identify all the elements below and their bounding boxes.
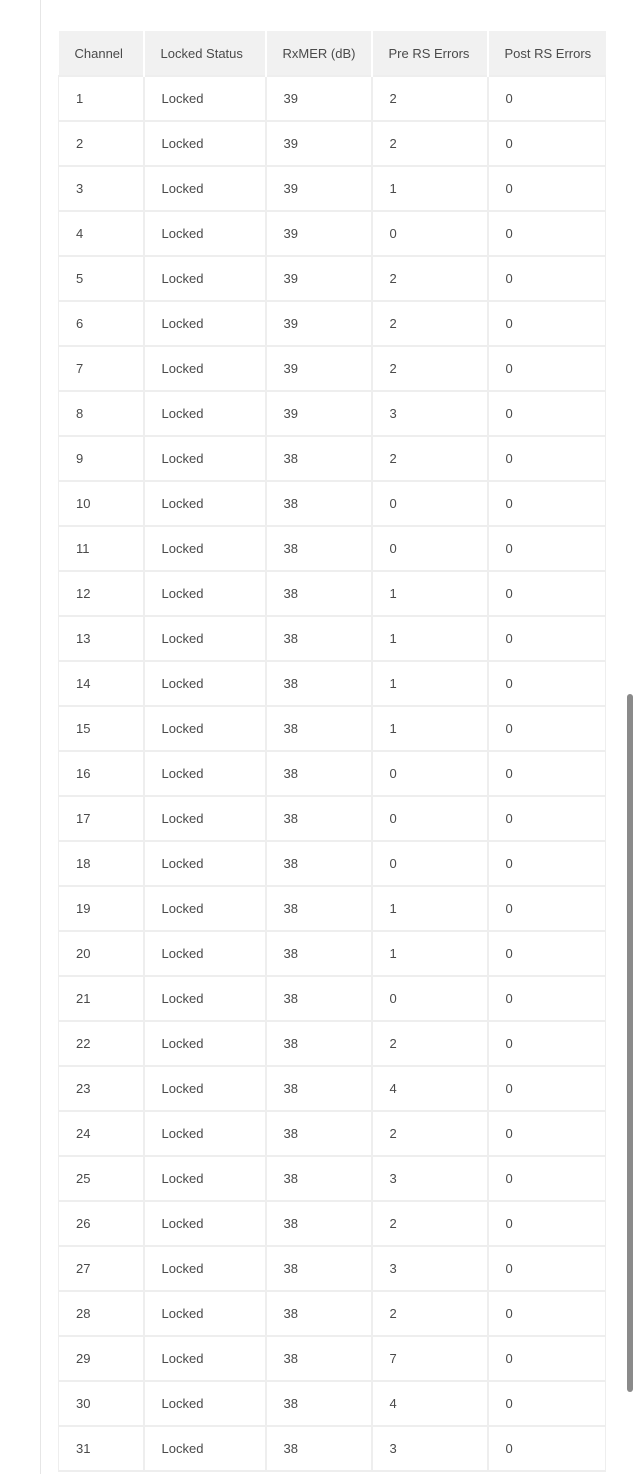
cell-post-rs-errors: 0: [488, 1426, 606, 1471]
cell-pre-rs-errors: 2: [372, 1111, 488, 1156]
cell-locked-status: Locked: [144, 886, 266, 931]
cell-pre-rs-errors: 0: [372, 211, 488, 256]
cell-post-rs-errors: 0: [488, 211, 606, 256]
cell-locked-status: Locked: [144, 1201, 266, 1246]
table-row: [59, 436, 606, 481]
cell-locked-status: Locked: [144, 841, 266, 886]
cell-post-rs-errors: 0: [488, 571, 606, 616]
cell-post-rs-errors: 0: [488, 1336, 606, 1381]
table-row: [59, 1066, 606, 1111]
cell-channel: 24: [59, 1111, 144, 1156]
cell-pre-rs-errors: 3: [372, 1156, 488, 1201]
downstream-channel-table: [58, 31, 606, 1472]
cell-locked-status: Locked: [144, 346, 266, 391]
cell-locked-status: Locked: [144, 751, 266, 796]
cell-pre-rs-errors: 0: [372, 796, 488, 841]
table-row: [59, 931, 606, 976]
table-row: [59, 1111, 606, 1156]
cell-channel: 15: [59, 706, 144, 751]
cell-pre-rs-errors: 0: [372, 751, 488, 796]
cell-locked-status: Locked: [144, 76, 266, 121]
table-row: [59, 1336, 606, 1381]
table-row: [59, 751, 606, 796]
cell-rxmer: 39: [266, 121, 372, 166]
cell-rxmer: 38: [266, 1156, 372, 1201]
table-row: [59, 481, 606, 526]
table-header: [59, 31, 606, 76]
column-header-post-rs-errors: Post RS Errors: [488, 31, 606, 76]
cell-post-rs-errors: 0: [488, 1246, 606, 1291]
cell-rxmer: 39: [266, 211, 372, 256]
table-row: [59, 346, 606, 391]
column-header-locked-status: Locked Status: [144, 31, 266, 76]
cell-channel: 6: [59, 301, 144, 346]
cell-channel: 17: [59, 796, 144, 841]
table-row: [59, 256, 606, 301]
cell-channel: 21: [59, 976, 144, 1021]
cell-pre-rs-errors: 1: [372, 166, 488, 211]
cell-pre-rs-errors: 1: [372, 886, 488, 931]
table-row: [59, 1156, 606, 1201]
cell-locked-status: Locked: [144, 256, 266, 301]
cell-post-rs-errors: 0: [488, 661, 606, 706]
cell-pre-rs-errors: 1: [372, 661, 488, 706]
cell-pre-rs-errors: 4: [372, 1066, 488, 1111]
cell-post-rs-errors: 0: [488, 1156, 606, 1201]
cell-post-rs-errors: 0: [488, 1066, 606, 1111]
table-row: [59, 76, 606, 121]
cell-rxmer: 38: [266, 1201, 372, 1246]
cell-locked-status: Locked: [144, 211, 266, 256]
cell-locked-status: Locked: [144, 616, 266, 661]
cell-pre-rs-errors: 2: [372, 121, 488, 166]
cell-locked-status: Locked: [144, 661, 266, 706]
cell-rxmer: 38: [266, 571, 372, 616]
cell-post-rs-errors: 0: [488, 796, 606, 841]
cell-pre-rs-errors: 1: [372, 571, 488, 616]
cell-locked-status: Locked: [144, 391, 266, 436]
cell-rxmer: 38: [266, 481, 372, 526]
table-row: [59, 706, 606, 751]
cell-pre-rs-errors: 2: [372, 1021, 488, 1066]
cell-pre-rs-errors: 1: [372, 931, 488, 976]
cell-post-rs-errors: 0: [488, 841, 606, 886]
cell-locked-status: Locked: [144, 1291, 266, 1336]
cell-rxmer: 38: [266, 706, 372, 751]
vertical-scrollbar[interactable]: [627, 694, 633, 1392]
cell-pre-rs-errors: 2: [372, 1291, 488, 1336]
cell-channel: 2: [59, 121, 144, 166]
cell-locked-status: Locked: [144, 796, 266, 841]
cell-pre-rs-errors: 2: [372, 301, 488, 346]
cell-channel: 19: [59, 886, 144, 931]
table-row: [59, 1381, 606, 1426]
table-row: [59, 526, 606, 571]
table-row: [59, 1246, 606, 1291]
cell-post-rs-errors: 0: [488, 1291, 606, 1336]
cell-pre-rs-errors: 7: [372, 1336, 488, 1381]
cell-pre-rs-errors: 0: [372, 481, 488, 526]
table-body: [59, 76, 606, 1471]
cell-pre-rs-errors: 2: [372, 256, 488, 301]
cell-channel: 20: [59, 931, 144, 976]
cell-pre-rs-errors: 1: [372, 616, 488, 661]
cell-post-rs-errors: 0: [488, 1381, 606, 1426]
cell-locked-status: Locked: [144, 166, 266, 211]
cell-rxmer: 38: [266, 841, 372, 886]
cell-pre-rs-errors: 0: [372, 976, 488, 1021]
cell-rxmer: 39: [266, 256, 372, 301]
cell-channel: 12: [59, 571, 144, 616]
cell-pre-rs-errors: 2: [372, 346, 488, 391]
cell-channel: 14: [59, 661, 144, 706]
cell-channel: 8: [59, 391, 144, 436]
cell-locked-status: Locked: [144, 481, 266, 526]
table-row: [59, 976, 606, 1021]
cell-locked-status: Locked: [144, 1381, 266, 1426]
cell-rxmer: 38: [266, 616, 372, 661]
cell-rxmer: 38: [266, 1066, 372, 1111]
table-row: [59, 1201, 606, 1246]
cell-channel: 4: [59, 211, 144, 256]
cell-rxmer: 38: [266, 1246, 372, 1291]
cell-rxmer: 38: [266, 661, 372, 706]
cell-post-rs-errors: 0: [488, 346, 606, 391]
cell-channel: 13: [59, 616, 144, 661]
table-row: [59, 1426, 606, 1471]
cell-pre-rs-errors: 3: [372, 1426, 488, 1471]
cell-channel: 30: [59, 1381, 144, 1426]
cell-post-rs-errors: 0: [488, 1021, 606, 1066]
cell-locked-status: Locked: [144, 1426, 266, 1471]
cell-locked-status: Locked: [144, 1111, 266, 1156]
table-row: [59, 166, 606, 211]
cell-locked-status: Locked: [144, 301, 266, 346]
cell-rxmer: 38: [266, 751, 372, 796]
cell-pre-rs-errors: 2: [372, 436, 488, 481]
cell-post-rs-errors: 0: [488, 706, 606, 751]
cell-channel: 31: [59, 1426, 144, 1471]
table-row: [59, 841, 606, 886]
cell-post-rs-errors: 0: [488, 256, 606, 301]
cell-channel: 25: [59, 1156, 144, 1201]
cell-channel: 22: [59, 1021, 144, 1066]
cell-channel: 23: [59, 1066, 144, 1111]
cell-rxmer: 38: [266, 796, 372, 841]
cell-rxmer: 39: [266, 346, 372, 391]
cell-locked-status: Locked: [144, 436, 266, 481]
downstream-channel-table-card: [58, 31, 605, 1472]
table-row: [59, 391, 606, 436]
table-row: [59, 1291, 606, 1336]
cell-channel: 18: [59, 841, 144, 886]
cell-rxmer: 38: [266, 976, 372, 1021]
cell-pre-rs-errors: 3: [372, 391, 488, 436]
cell-locked-status: Locked: [144, 121, 266, 166]
table-row: [59, 301, 606, 346]
cell-rxmer: 38: [266, 1426, 372, 1471]
cell-rxmer: 38: [266, 886, 372, 931]
cell-rxmer: 39: [266, 166, 372, 211]
table-row: [59, 1021, 606, 1066]
cell-rxmer: 38: [266, 1021, 372, 1066]
cell-locked-status: Locked: [144, 1246, 266, 1291]
column-header-channel: Channel: [59, 31, 144, 76]
cell-pre-rs-errors: 0: [372, 526, 488, 571]
cell-post-rs-errors: 0: [488, 436, 606, 481]
cell-locked-status: Locked: [144, 1336, 266, 1381]
cell-rxmer: 39: [266, 391, 372, 436]
content-left-border: [40, 0, 41, 1474]
cell-post-rs-errors: 0: [488, 391, 606, 436]
cell-channel: 9: [59, 436, 144, 481]
cell-rxmer: 39: [266, 301, 372, 346]
cell-channel: 11: [59, 526, 144, 571]
cell-rxmer: 38: [266, 1381, 372, 1426]
cell-post-rs-errors: 0: [488, 526, 606, 571]
cell-post-rs-errors: 0: [488, 301, 606, 346]
cell-post-rs-errors: 0: [488, 166, 606, 211]
cell-rxmer: 38: [266, 931, 372, 976]
cell-pre-rs-errors: 3: [372, 1246, 488, 1291]
table-header-row: [59, 31, 606, 76]
cell-channel: 16: [59, 751, 144, 796]
cell-channel: 3: [59, 166, 144, 211]
table-row: [59, 661, 606, 706]
table-row: [59, 121, 606, 166]
cell-rxmer: 39: [266, 76, 372, 121]
cell-post-rs-errors: 0: [488, 751, 606, 796]
cell-locked-status: Locked: [144, 571, 266, 616]
cell-post-rs-errors: 0: [488, 931, 606, 976]
cell-channel: 28: [59, 1291, 144, 1336]
cell-channel: 1: [59, 76, 144, 121]
cell-rxmer: 38: [266, 1291, 372, 1336]
cell-locked-status: Locked: [144, 1156, 266, 1201]
column-header-rxmer: RxMER (dB): [266, 31, 372, 76]
cell-post-rs-errors: 0: [488, 1201, 606, 1246]
table-row: [59, 886, 606, 931]
cell-locked-status: Locked: [144, 1021, 266, 1066]
column-header-pre-rs-errors: Pre RS Errors: [372, 31, 488, 76]
table-row: [59, 616, 606, 661]
cell-locked-status: Locked: [144, 931, 266, 976]
cell-pre-rs-errors: 2: [372, 1201, 488, 1246]
cell-pre-rs-errors: 4: [372, 1381, 488, 1426]
cell-channel: 7: [59, 346, 144, 391]
table-row: [59, 571, 606, 616]
cell-rxmer: 38: [266, 526, 372, 571]
cell-post-rs-errors: 0: [488, 481, 606, 526]
cell-channel: 29: [59, 1336, 144, 1381]
cell-post-rs-errors: 0: [488, 976, 606, 1021]
cell-locked-status: Locked: [144, 1066, 266, 1111]
cell-locked-status: Locked: [144, 976, 266, 1021]
cell-channel: 26: [59, 1201, 144, 1246]
cell-channel: 10: [59, 481, 144, 526]
cell-channel: 5: [59, 256, 144, 301]
cell-post-rs-errors: 0: [488, 76, 606, 121]
cell-post-rs-errors: 0: [488, 616, 606, 661]
cell-post-rs-errors: 0: [488, 1111, 606, 1156]
cell-rxmer: 38: [266, 436, 372, 481]
table-row: [59, 796, 606, 841]
cell-rxmer: 38: [266, 1111, 372, 1156]
cell-rxmer: 38: [266, 1336, 372, 1381]
cell-post-rs-errors: 0: [488, 121, 606, 166]
cell-channel: 27: [59, 1246, 144, 1291]
cell-locked-status: Locked: [144, 706, 266, 751]
cell-post-rs-errors: 0: [488, 886, 606, 931]
cell-pre-rs-errors: 0: [372, 841, 488, 886]
cell-pre-rs-errors: 1: [372, 706, 488, 751]
table-row: [59, 211, 606, 256]
cell-pre-rs-errors: 2: [372, 76, 488, 121]
cell-locked-status: Locked: [144, 526, 266, 571]
